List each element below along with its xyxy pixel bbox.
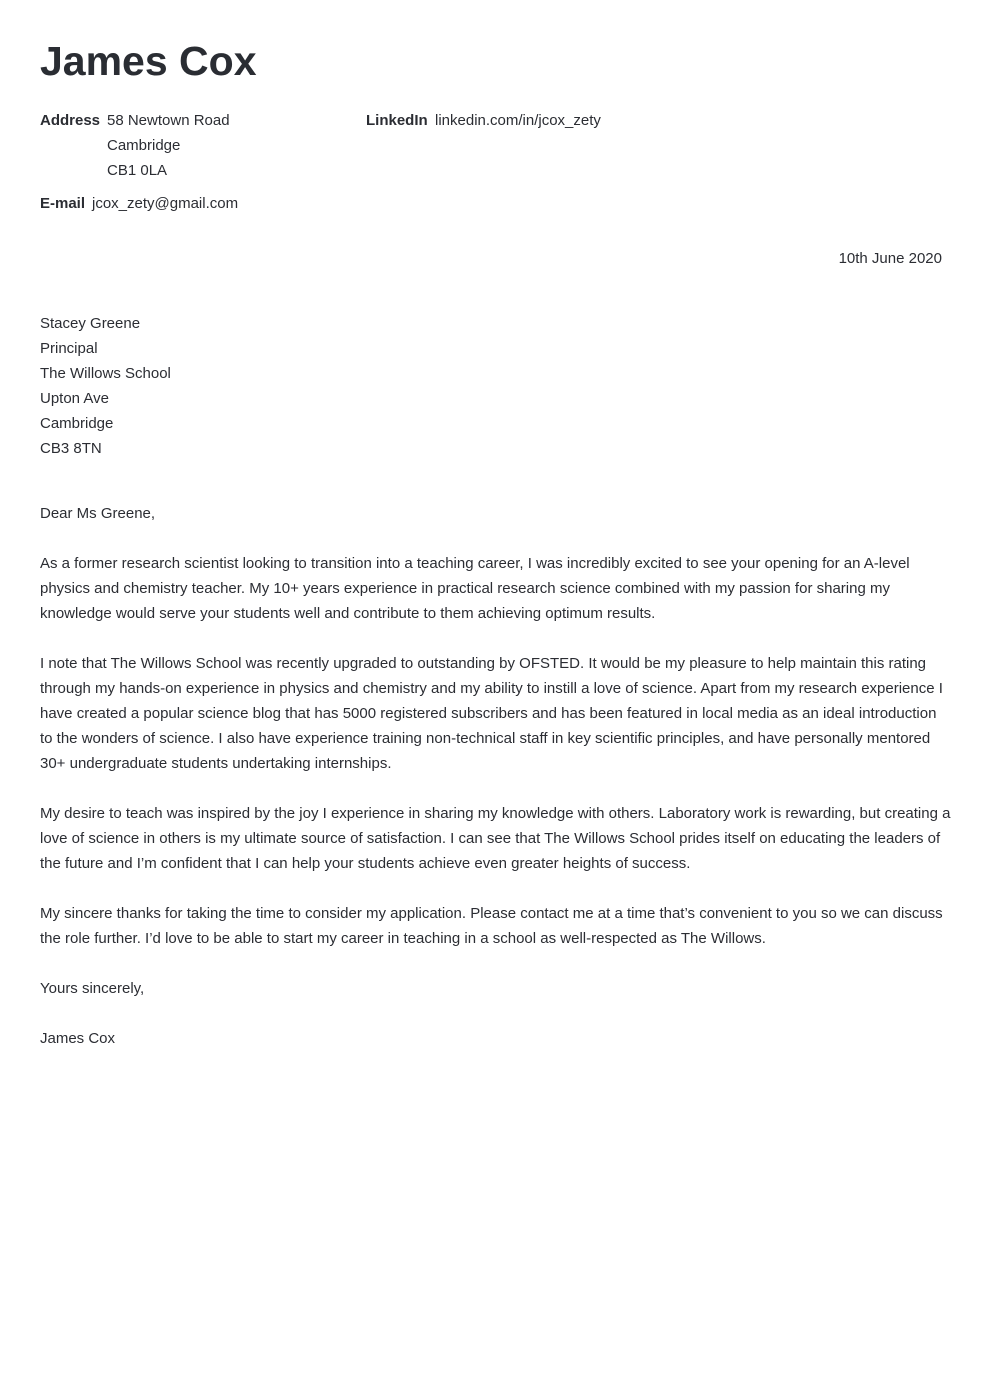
recipient-organization: The Willows School	[40, 365, 171, 382]
address-lines	[107, 108, 230, 183]
recipient-name: Stacey Greene	[40, 315, 141, 332]
body-paragraph: My desire to teach was inspired by the joy I experience in sharing my knowledge with others. Laboratory work is rewarding, but creating a love of science in others is my ultimate source of satisfaction. I can see that The Willows School prides itself on educating the leaders of the future and I’m confident that I can help your students achieve even greater heights of success.	[40, 805, 951, 872]
recipient-block	[40, 311, 171, 461]
address-label: Address	[40, 112, 101, 129]
recipient-street: Upton Ave	[40, 390, 109, 407]
body-paragraph: My sincere thanks for taking the time to consider my application. Please contact me at a time that’s convenient to you so we can discuss the role further. I’d love to be able to start my career in teaching in a school as well-respected as The Willows.	[40, 905, 943, 947]
applicant-name: James Cox	[40, 38, 257, 84]
linkedin-link[interactable]: linkedin.com/in/jcox_zety	[435, 112, 601, 129]
address-line: 58 Newtown Road	[107, 112, 230, 129]
signature: James Cox	[40, 1030, 116, 1047]
email-label: E-mail	[40, 195, 86, 212]
linkedin-label: LinkedIn	[366, 112, 428, 129]
body-paragraph: I note that The Willows School was recently upgraded to outstanding by OFSTED. It would be my pleasure to help maintain this rating through my hands-on experience in physics and chemistry and my ability to instill a love of science. Apart from my research experience I have created a popular science blog that has 5000 registered subscribers and has been featured in local media as an ideal introduction to the wonders of science. I also have experience training non-technical staff in key scientific principles, and have personally mentored 30+ undergraduate students undertaking internships.	[40, 655, 943, 772]
email-value-wrap	[92, 191, 238, 216]
address-line: CB1 0LA	[107, 162, 168, 179]
body-paragraph: As a former research scientist looking to transition into a teaching career, I was incredibly excited to see your opening for an A-level physics and chemistry teacher. My 10+ years experience in practical research science combined with my passion for sharing my knowledge would serve your students well and contribute to them achieving optimum results.	[40, 555, 910, 622]
address-line: Cambridge	[107, 137, 181, 154]
linkedin-value-wrap	[435, 108, 601, 133]
recipient-title: Principal	[40, 340, 98, 357]
recipient-city: Cambridge	[40, 415, 114, 432]
salutation: Dear Ms Greene,	[40, 505, 156, 522]
letter-date: 10th June 2020	[838, 250, 942, 267]
recipient-postcode: CB3 8TN	[40, 440, 102, 457]
email-link[interactable]: jcox_zety@gmail.com	[92, 195, 239, 212]
closing: Yours sincerely,	[40, 980, 145, 997]
letter-body	[40, 501, 952, 1076]
